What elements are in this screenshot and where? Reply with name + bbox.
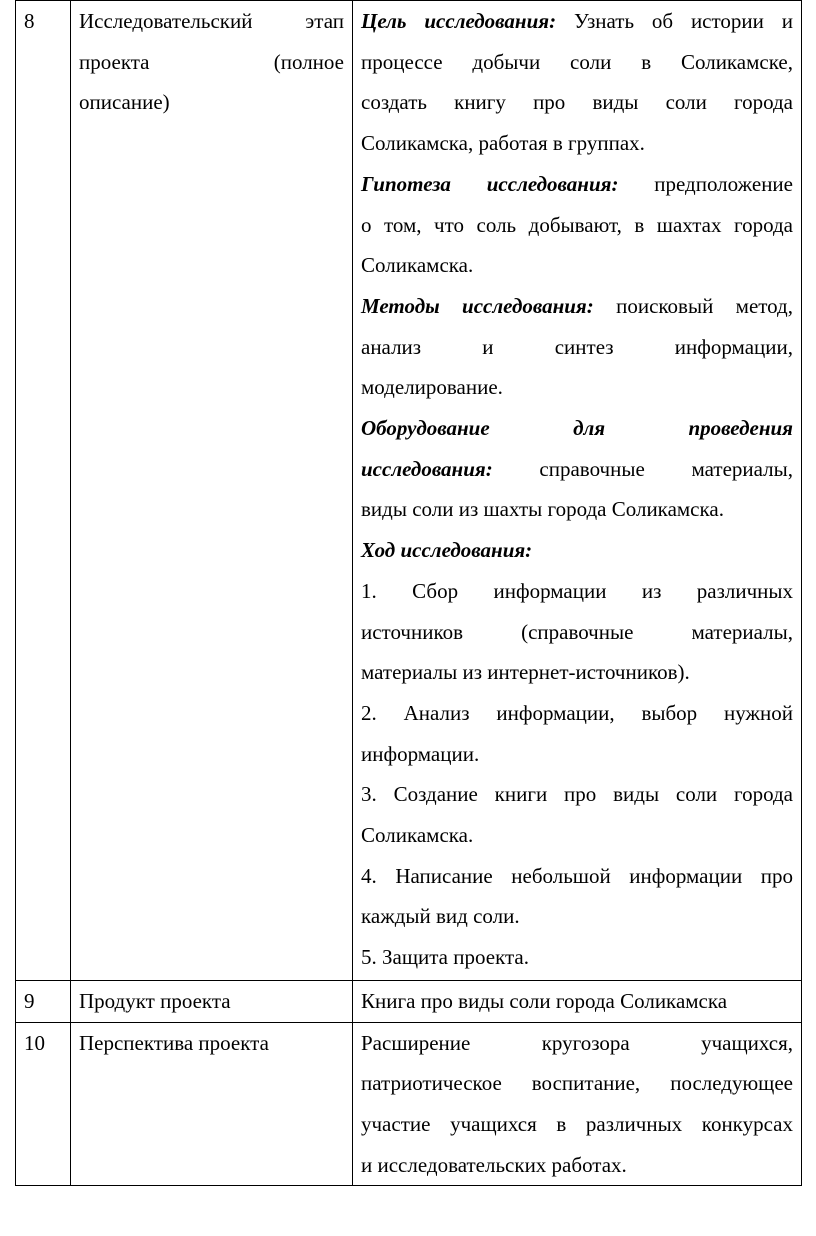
progress-step-line: 5. Защита проекта. <box>361 945 529 970</box>
goal-line: создать книгу про виды соли города <box>361 90 793 115</box>
row-number-cell <box>16 980 71 1022</box>
progress-step-line: информации. <box>361 741 480 766</box>
methods-label: Методы исследования: <box>361 293 594 318</box>
stage-line: проекта (полное <box>79 49 344 74</box>
hypothesis-line: о том, что соль добывают, в шахтах города <box>361 212 793 237</box>
hypothesis-paragraph <box>361 164 793 286</box>
equipment-line <box>361 449 793 490</box>
equipment-label: Оборудование для проведения <box>361 416 793 441</box>
stage-cell <box>71 1 353 981</box>
equipment-line: виды соли из шахты города Соликамска. <box>361 497 724 522</box>
progress-step-line: 2. Анализ информации, выбор нужной <box>361 700 793 725</box>
hypothesis-line: Соликамска. <box>361 253 474 278</box>
goal-line: процессе добычи соли в Соликамске, <box>361 49 793 74</box>
goal-label: Цель исследования: <box>361 9 557 33</box>
goal-paragraph <box>361 1 793 164</box>
project-table <box>15 0 802 1186</box>
description-text: Книга про виды соли города Соликамска <box>361 988 728 1013</box>
equipment-label-cont: исследования: <box>361 456 493 481</box>
progress-step-line: 3. Создание книги про виды соли города <box>361 782 793 807</box>
row-number-cell <box>16 1022 71 1186</box>
description-cell <box>353 1 802 981</box>
stage-text: Перспектива проекта <box>79 1030 269 1055</box>
stage-line: описание) <box>79 90 170 115</box>
table-row <box>16 1 802 981</box>
row-number: 8 <box>24 9 35 33</box>
goal-line: Соликамска, работая в группах. <box>361 131 645 156</box>
table-row <box>16 1022 802 1186</box>
table-row <box>16 980 802 1022</box>
progress-step-line: каждый вид соли. <box>361 904 520 929</box>
methods-line <box>361 286 793 327</box>
progress-step-line: 4. Написание небольшой информации про <box>361 863 793 888</box>
stage-cell <box>71 980 353 1022</box>
methods-text: поисковый метод, <box>593 293 793 318</box>
description-line: патриотическое воспитание, последующее <box>361 1071 793 1096</box>
goal-text: Узнать об истории и <box>556 9 793 33</box>
stage-cell <box>71 1022 353 1186</box>
row-number: 10 <box>24 1030 45 1055</box>
methods-line: анализ и синтез информации, <box>361 334 793 359</box>
hypothesis-label: Гипотеза исследования: <box>361 171 619 196</box>
description-cell <box>353 1022 802 1186</box>
progress-step-line: материалы из интернет-источников). <box>361 660 690 685</box>
methods-line: моделирование. <box>361 375 503 400</box>
description-line: и исследовательских работах. <box>361 1152 627 1177</box>
methods-paragraph <box>361 286 793 408</box>
description-cell <box>353 980 802 1022</box>
hypothesis-text: предположение <box>618 171 793 196</box>
progress-label: Ход исследования: <box>361 538 533 563</box>
description-line: участие учащихся в различных конкурсах <box>361 1111 793 1136</box>
progress-step-line: 1. Сбор информации из различных <box>361 578 793 603</box>
goal-line <box>361 1 793 42</box>
description-line: Расширение кругозора учащихся, <box>361 1030 793 1055</box>
stage-text: Продукт проекта <box>79 988 231 1013</box>
equipment-text: справочные материалы, <box>492 456 793 481</box>
progress-step-line: источников (справочные материалы, <box>361 619 793 644</box>
hypothesis-line <box>361 164 793 205</box>
equipment-paragraph <box>361 408 793 530</box>
row-number-cell <box>16 1 71 981</box>
progress-step-line: Соликамска. <box>361 823 474 848</box>
progress-paragraph <box>361 530 793 978</box>
row-number: 9 <box>24 988 35 1013</box>
stage-line: Исследовательский этап <box>79 9 344 33</box>
